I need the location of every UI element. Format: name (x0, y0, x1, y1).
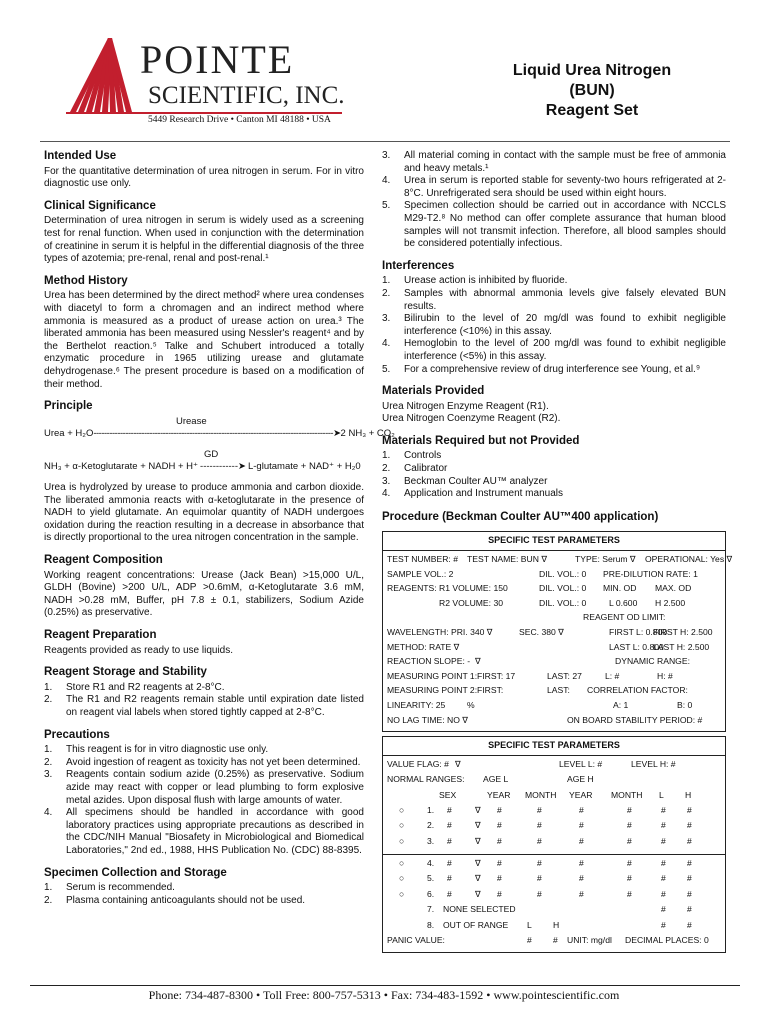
interferences-list (382, 275, 726, 376)
table-cell: TEST NAME: BUN ∇ (467, 554, 548, 565)
list-item-text: Beckman Coulter AU™ analyzer (404, 475, 548, 487)
table-cell: # (627, 888, 632, 899)
list-item-text: Plasma containing anticoagulants should not be used. (66, 894, 306, 906)
table-cell: ○ (399, 820, 405, 831)
list-item-text: Urease action is inhibited by fluoride. (404, 275, 568, 287)
table-cell: LEVEL H: # (631, 758, 676, 769)
table-1-body (383, 551, 733, 731)
list-item-number: 2. (44, 894, 53, 906)
table-cell: ∇ (475, 873, 481, 884)
table-cell: R2 VOLUME: 30 (439, 597, 503, 608)
table-cell: # (687, 904, 692, 915)
list-item-number: 4. (382, 175, 391, 187)
table-cell: # (579, 888, 584, 899)
table-cell: # (627, 858, 632, 869)
list-item-number: 1. (44, 744, 53, 756)
table-cell: FIRST H: 2.500 (653, 627, 713, 637)
table-cell: LAST L: 0.800 (609, 641, 664, 652)
table-row (387, 656, 721, 671)
table-cell: MONTH (525, 789, 557, 800)
list-item-number: 2. (382, 463, 391, 475)
table-cell: FIRST: (477, 685, 504, 696)
table-cell: # (687, 820, 692, 831)
document-title-line-2: (BUN) (569, 82, 615, 99)
table-row (387, 805, 721, 820)
table-cell: ∇ (475, 820, 481, 831)
table-cell: LAST H: 2.500 (653, 641, 710, 652)
list-item-number: 4. (382, 338, 391, 350)
list-item (44, 757, 364, 770)
table-cell: YEAR (569, 789, 593, 800)
reagent-storage-list (44, 682, 364, 720)
table-cell: # (537, 888, 542, 899)
list-item (382, 288, 726, 313)
equation-2-enzyme: GD (204, 448, 219, 460)
materials-provided-line: Urea Nitrogen Coenzyme Reagent (R2). (382, 413, 561, 425)
table-cell: TEST NUMBER: # (387, 554, 458, 565)
procedure-heading: Procedure (Beckman Coulter AU™400 application) (382, 510, 659, 523)
table-cell: DYNAMIC RANGE: (615, 656, 690, 667)
table-cell: A: 1 (613, 699, 629, 710)
list-item-text: Serum is recommended. (66, 882, 175, 894)
list-item-text: Store R1 and R2 reagents at 2-8°C. (66, 681, 225, 693)
table-cell: # (661, 858, 666, 869)
table-cell: 3. (427, 835, 435, 846)
list-item-number: 5. (382, 200, 391, 212)
table-row (387, 858, 721, 873)
table-cell: # (527, 935, 532, 946)
list-item-number: 3. (382, 150, 391, 161)
table-row (387, 820, 721, 835)
table-cell: # (687, 873, 692, 884)
clinical-significance-heading: Clinical Significance (44, 199, 156, 212)
table-cell: # (579, 858, 584, 869)
table-row (387, 612, 721, 627)
table-cell: H 2.500 (655, 597, 686, 608)
specimen-list (44, 882, 364, 907)
table-cell: # (537, 858, 542, 869)
method-history-heading: Method History (44, 274, 128, 287)
list-item-number: 3. (382, 475, 391, 487)
list-item-number: 1. (382, 275, 391, 287)
logo-divider (66, 112, 342, 114)
table-cell: DIL. VOL.: 0 (539, 583, 587, 594)
precautions-list (44, 744, 364, 857)
table-cell: # (447, 835, 452, 846)
right-column (382, 150, 733, 953)
table-cell: ∇ (475, 888, 481, 899)
list-item-number: 4. (382, 488, 391, 500)
table-cell: # (579, 820, 584, 831)
table-cell: # (661, 919, 666, 930)
table-cell: NONE SELECTED (443, 904, 516, 915)
table-cell: # (687, 835, 692, 846)
equation-1-left: Urea + H₂O (44, 428, 94, 440)
table-cell: H (553, 919, 560, 930)
reagent-preparation-text: Reagents provided as ready to use liquids. (44, 644, 234, 656)
table-cell: # (627, 835, 632, 846)
list-item (44, 744, 364, 757)
table-cell: # (627, 804, 632, 815)
table-cell: # (661, 820, 666, 831)
table-cell: SEX (439, 789, 457, 800)
list-item (382, 450, 726, 463)
list-item-text: Urea in serum is reported stable for seventy-two hours refrigerated at 2-8°C. Unrefrigerated sera should be used within eight hours. (404, 175, 726, 199)
list-item (382, 175, 726, 200)
table-row (387, 759, 721, 774)
table-cell: # (497, 820, 502, 831)
table-cell: # (661, 888, 666, 899)
table-row (387, 569, 721, 584)
equation-1 (44, 415, 395, 474)
list-item-number: 2. (382, 287, 391, 299)
table-row (387, 920, 721, 935)
table-row (387, 700, 721, 715)
intended-use-text: For the quantitative determination of urea nitrogen in serum. For in vitro diagnostic use only. (44, 165, 364, 190)
table-cell: FIRST: 17 (477, 670, 516, 681)
list-item-number: 1. (382, 450, 391, 462)
table-cell: ON BOARD STABILITY PERIOD: # (567, 714, 703, 725)
principle-text: Urea is hydrolyzed by urease to produce ammonia and carbon dioxide. The liberated ammonia reacts with α-ketoglutarate in the presence of NADH to yield glutamate. An equimolar quantity of NADH undergoes oxidation during the reaction resulting in a decrease in absorbance that is directly proportional to the urea nitrogen concentration in the sample. (44, 482, 364, 544)
list-item (382, 463, 726, 476)
table-cell: # (579, 835, 584, 846)
table-cell: # (687, 858, 692, 869)
table-cell: # (627, 820, 632, 831)
equation-2-left: NH₃ + α-Ketoglutarate + NADH + H⁺ (44, 461, 199, 473)
table-cell: 2. (427, 820, 435, 831)
table-cell: SAMPLE VOL.: 2 (387, 568, 454, 579)
table-row (387, 583, 721, 598)
list-item (382, 313, 726, 338)
table-cell: NORMAL RANGES: (387, 774, 465, 785)
table-cell: ○ (399, 804, 405, 815)
list-item-number: 3. (382, 313, 391, 325)
table-cell: CORRELATION FACTOR: (587, 685, 688, 696)
table-cell: # (687, 888, 692, 899)
equation-2-arrow: ------------➤ (200, 461, 246, 473)
reagent-composition-text: Working reagent concentrations: Urease (Jack Bean) >15,000 U/L, GLDH (Bovine) >200 U/L, ADP >0.6mM, α-Ketoglutarate 3.6 mM, NADH >0.28 mM, Buffer, pH 7.8 ± 0.1, stabilizers, Sodium Azide (0.25%) as preservative. (44, 569, 364, 619)
company-address: 5449 Research Drive • Canton MI 48188 • USA (148, 115, 331, 125)
table-cell: LINEARITY: 25 (387, 699, 446, 710)
list-item (382, 488, 726, 501)
reagent-composition-heading: Reagent Composition (44, 554, 163, 567)
table-cell: # (447, 888, 452, 899)
table-row (387, 685, 721, 700)
table-row (387, 904, 721, 919)
table-cell: # (661, 804, 666, 815)
table-cell: 8. (427, 919, 435, 930)
table-1-title: SPECIFIC TEST PARAMETERS (383, 532, 725, 551)
table-cell: L (527, 919, 532, 930)
table-cell: PANIC VALUE: (387, 935, 445, 946)
list-item-number: 4. (44, 807, 53, 819)
table-cell: ○ (399, 873, 405, 884)
header-divider (40, 141, 730, 142)
list-item-text: Calibrator (404, 463, 448, 475)
list-item-number: 1. (44, 882, 53, 894)
list-item (382, 200, 726, 250)
specimen-list-continued (382, 150, 726, 251)
table-row (387, 935, 721, 950)
table-cell: # (537, 804, 542, 815)
clinical-significance-text: Determination of urea nitrogen in serum is widely used as a screening test for renal function. When used in conjunction with the determination of creatinine in serum it is helpful in the differential diagnosis of the three types of azotemia; pre-renal, renal and post-renal.¹ (44, 215, 364, 265)
table-cell: ∇ (475, 656, 481, 667)
list-item-text: Controls (404, 450, 442, 462)
table-cell: # (579, 873, 584, 884)
table-cell: DECIMAL PLACES: 0 (625, 935, 709, 946)
table-cell: # (579, 804, 584, 815)
reagent-preparation-heading: Reagent Preparation (44, 629, 157, 641)
table-cell: METHOD: RATE ∇ (387, 641, 460, 652)
intended-use-heading: Intended Use (44, 150, 117, 162)
table-cell: 6. (427, 888, 435, 899)
list-item-text: Specimen collection should be carried out in accordance with NCCLS M29-T2.⁸ No method can offer complete assurance that human blood samples will not transmit infection. Therefore, all blood samples should be considered potentially infectious. (404, 200, 726, 250)
table-cell: # (447, 820, 452, 831)
table-cell: ○ (399, 858, 405, 869)
table-cell: YEAR (487, 789, 511, 800)
table-row (387, 790, 721, 805)
table-2-body (383, 756, 725, 953)
table-cell: L: # (605, 670, 620, 681)
table-cell: # (661, 904, 666, 915)
table-cell: # (497, 835, 502, 846)
specimen-heading: Specimen Collection and Storage (44, 866, 227, 879)
list-item-text: Application and Instrument manuals (404, 488, 563, 500)
list-item (44, 682, 364, 695)
table-cell: # (661, 835, 666, 846)
list-item-number: 3. (44, 769, 53, 781)
list-item (382, 476, 726, 489)
test-parameters-table-1 (382, 531, 733, 732)
equation-2-right: L-glutamate + NAD⁺ + H₂0 (247, 461, 361, 473)
table-cell: OPERATIONAL: Yes ∇ (645, 554, 733, 565)
list-item-text: All specimens should be handled in accordance with good laboratory practices using appropriate precautions as described in the CDC/NIH Manual "Biosafety in Microbiological and Biomedical Laboratories," 2nd ed., 1988, HHS Publication No. (CDC) 88-8395. (66, 807, 364, 856)
table-cell: 5. (427, 873, 435, 884)
table-cell: L 0.600 (609, 597, 638, 608)
table-cell: MEASURING POINT 1: (387, 670, 478, 681)
table-cell: H (685, 789, 692, 800)
table-cell: R1 VOLUME: 150 (439, 583, 508, 594)
table-cell: REAGENTS: (387, 583, 437, 594)
table-divider (383, 854, 725, 855)
equation-1-arrow: ------------------------------------------------------------------------------------------➤ (93, 428, 341, 440)
table-row (387, 889, 721, 904)
list-item-text: Reagents contain sodium azide (0.25%) as preservative. Sodium azide may react with copper or lead plumbing to form explosive metal azides. Upon disposal flush with large amounts of water. (66, 769, 364, 806)
table-cell: 1. (427, 804, 435, 815)
list-item-text: Samples with abnormal ammonia levels give falsely elevated BUN results. (404, 287, 726, 312)
materials-required-heading: Materials Required but not Provided (382, 434, 580, 447)
table-cell: ○ (399, 835, 405, 846)
table-cell: # (497, 873, 502, 884)
table-row (387, 554, 733, 569)
table-cell: PRE-DILUTION RATE: 1 (603, 568, 698, 579)
list-item (44, 694, 364, 719)
table-2-title: SPECIFIC TEST PARAMETERS (383, 737, 725, 756)
document-title-line-1: Liquid Urea Nitrogen (512, 62, 672, 79)
table-cell: REAGENT OD LIMIT: (583, 612, 666, 623)
table-cell: # (537, 873, 542, 884)
company-name-sub: SCIENTIFIC, INC. (148, 82, 345, 109)
equation-1-enzyme: Urease (176, 415, 207, 427)
company-logo-mark (68, 38, 148, 114)
table-cell: REACTION SLOPE: - (387, 656, 471, 667)
table-cell: ∇ (475, 804, 481, 815)
list-item-text: The R1 and R2 reagents remain stable until expiration date listed on reagent vial labels when stored tightly capped at 2-8°C. (66, 694, 364, 718)
equation-1-right: 2 NH₃ + CO₂ (340, 428, 395, 440)
table-cell: MEASURING POINT 2: (387, 685, 478, 696)
table-cell: DIL. VOL.: 0 (539, 597, 587, 608)
list-item-text: For a comprehensive review of drug interference see Young, et al.⁹ (404, 363, 701, 375)
materials-provided-heading: Materials Provided (382, 385, 485, 398)
table-cell: AGE L (483, 774, 509, 785)
list-item (382, 364, 726, 377)
table-row (387, 642, 721, 657)
table-row (387, 873, 721, 888)
table-cell: B: 0 (677, 699, 693, 710)
table-cell: L (659, 789, 664, 800)
table-row (387, 836, 721, 851)
table-cell: ∇ (455, 758, 461, 769)
table-cell: UNIT: mg/dl (567, 935, 612, 946)
document-title-line-3: Reagent Set (545, 102, 639, 119)
table-cell: LAST: (547, 685, 570, 696)
list-item-number: 2. (44, 756, 53, 768)
table-cell: VALUE FLAG: # (387, 758, 449, 769)
list-item-text: Bilirubin to the level of 20 mg/dl was found to exhibit negligible interference (<10%) in this assay. (404, 313, 726, 337)
table-cell: ○ (399, 888, 405, 899)
principle-heading: Principle (44, 400, 93, 413)
table-cell: WAVELENGTH: PRI. 340 ∇ (387, 627, 493, 637)
table-row (387, 627, 721, 642)
table-cell: 7. (427, 904, 435, 915)
list-item (382, 150, 726, 175)
list-item (382, 338, 726, 363)
footer-divider (30, 985, 740, 986)
table-cell: DIL. VOL.: 0 (539, 568, 587, 579)
list-item (44, 807, 364, 857)
table-row (387, 671, 721, 686)
list-item-text: All material coming in contact with the sample must be free of ammonia and heavy metals.¹ (404, 150, 726, 174)
table-cell: LAST: 27 (547, 670, 582, 681)
list-item-number: 5. (382, 363, 391, 375)
list-item (382, 275, 726, 288)
list-item (44, 882, 364, 895)
test-parameters-table-2 (382, 736, 726, 953)
table-cell: % (467, 699, 475, 710)
footer-contact: Phone: 734-487-8300 • Toll Free: 800-757-5313 • Fax: 734-483-1592 • www.pointescientific.com (148, 988, 620, 1002)
list-item-text: Hemoglobin to the level of 200 mg/dl was found to exhibit negligible interference (<5%) in this assay. (404, 338, 726, 362)
table-cell: LEVEL L: # (559, 758, 603, 769)
precautions-heading: Precautions (44, 728, 110, 741)
table-cell: SEC. 380 ∇ (519, 627, 564, 637)
table-cell: NO LAG TIME: NO ∇ (387, 714, 469, 725)
table-cell: # (687, 804, 692, 815)
table-cell: # (537, 835, 542, 846)
table-row (387, 598, 721, 613)
list-item-number: 2. (44, 694, 53, 706)
table-cell: AGE H (567, 774, 594, 785)
table-cell: ∇ (475, 835, 481, 846)
table-cell: # (447, 858, 452, 869)
method-history-text: Urea has been determined by the direct method² where urea condenses with diacetyl to form a chromagen and an indirect method where ammonia is measured as a product of urease action on urea.³ The liberated ammonia has been measured using Nessler's reagent⁴ and by the Berthelot reaction.⁵ Talke and Schubert introduced a totally enzymatic procedure in 1965 utilizing urease and glutamate dehydrogenase.⁶ The present procedure is based on a modification of their method. (44, 290, 364, 390)
list-item (44, 769, 364, 807)
list-item-number: 1. (44, 681, 53, 693)
materials-required-list (382, 450, 726, 500)
table-cell: H: # (657, 670, 673, 681)
table-cell: # (447, 804, 452, 815)
list-item-text: Avoid ingestion of reagent as toxicity has not yet been determined. (66, 756, 361, 768)
table-cell: OUT OF RANGE (443, 919, 509, 930)
table-row (387, 715, 721, 730)
table-cell: MAX. OD (655, 583, 692, 594)
table-cell: ∇ (475, 858, 481, 869)
company-name: POINTE (140, 37, 295, 82)
materials-provided-line: Urea Nitrogen Enzyme Reagent (R1). (382, 400, 549, 412)
table-cell: MONTH (611, 789, 643, 800)
table-cell: # (537, 820, 542, 831)
table-cell: 4. (427, 858, 435, 869)
table-cell: MIN. OD (603, 583, 637, 594)
table-cell: FIRST L: 0.800 (609, 627, 668, 637)
table-cell: # (687, 919, 692, 930)
table-cell: # (497, 888, 502, 899)
table-cell: # (447, 873, 452, 884)
table-cell: # (497, 804, 502, 815)
table-cell: TYPE: Serum ∇ (575, 554, 636, 565)
interferences-heading: Interferences (382, 259, 455, 272)
left-column (44, 150, 395, 907)
table-cell: # (497, 858, 502, 869)
table-row (387, 774, 721, 789)
table-cell: # (627, 873, 632, 884)
table-cell: # (661, 873, 666, 884)
list-item (44, 895, 364, 908)
list-item-text: This reagent is for in vitro diagnostic use only. (66, 744, 269, 756)
table-cell: # (553, 935, 558, 946)
reagent-storage-heading: Reagent Storage and Stability (44, 666, 207, 679)
